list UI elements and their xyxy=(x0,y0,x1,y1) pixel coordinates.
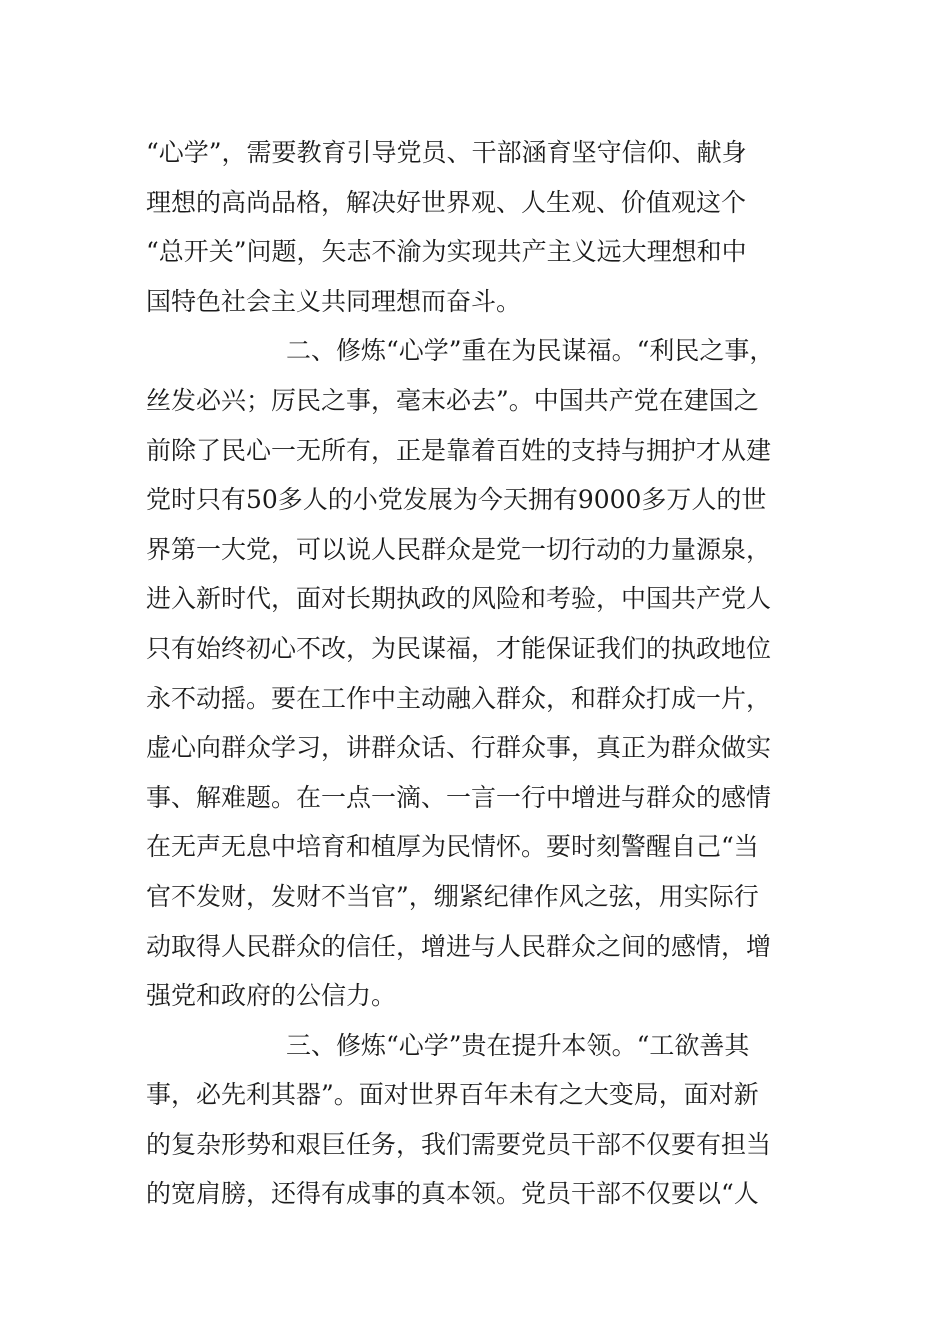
text-line: 动取得人民群众的信任，增进与人民群众之间的感情，增 xyxy=(146,931,772,961)
text-line: 党时只有50多人的小党发展为今天拥有9000多万人的世 xyxy=(146,485,767,515)
text-line: 强党和政府的公信力。 xyxy=(146,981,397,1011)
text-line: 事，必先利其器”。面对世界百年未有之大变局，面对新 xyxy=(146,1080,759,1110)
text-line: 只有始终初心不改，为民谋福，才能保证我们的执政地位 xyxy=(146,633,772,663)
section-heading-3: 三、修炼“心学”贵在提升本领。“工欲善其 xyxy=(286,1030,750,1060)
text-line: “心学”，需要教育引导党员、干部涵育坚守信仰、献身 xyxy=(146,138,747,167)
text-line: 的复杂形势和艰巨任务，我们需要党员干部不仅要有担当 xyxy=(146,1129,772,1159)
text-line: 国特色社会主义共同理想而奋斗。 xyxy=(146,286,522,316)
text-line: 在无声无息中培育和植厚为民情怀。要时刻警醒自己“当 xyxy=(146,832,759,862)
text-line: “总开关”问题，矢志不渝为实现共产主义远大理想和中 xyxy=(146,237,747,267)
text-line: 虚心向群众学习，讲群众话、行群众事，真正为群众做实 xyxy=(146,733,772,763)
text-line: 丝发必兴；厉民之事，毫末必去”。中国共产党在建国之 xyxy=(146,385,759,415)
text-line: 进入新时代，面对长期执政的风险和考验，中国共产党人 xyxy=(146,584,772,614)
text-line: 理想的高尚品格，解决好世界观、人生观、价值观这个 xyxy=(146,187,747,217)
text-line: 的宽肩膀，还得有成事的真本领。党员干部不仅要以“人 xyxy=(146,1179,759,1209)
text-line: 永不动摇。要在工作中主动融入群众，和群众打成一片， xyxy=(146,683,772,713)
body-text xyxy=(146,128,816,1219)
text-line: 界第一大党，可以说人民群众是党一切行动的力量源泉， xyxy=(146,534,772,564)
section-heading-2: 二、修炼“心学”重在为民谋福。“利民之事， xyxy=(286,336,775,366)
text-line: 前除了民心一无所有，正是靠着百姓的支持与拥护才从建 xyxy=(146,435,772,465)
text-line: 事、解难题。在一点一滴、一言一行中增进与群众的感情 xyxy=(146,782,772,812)
text-line: 官不发财，发财不当官”，绷紧纪律作风之弦，用实际行 xyxy=(146,881,759,911)
